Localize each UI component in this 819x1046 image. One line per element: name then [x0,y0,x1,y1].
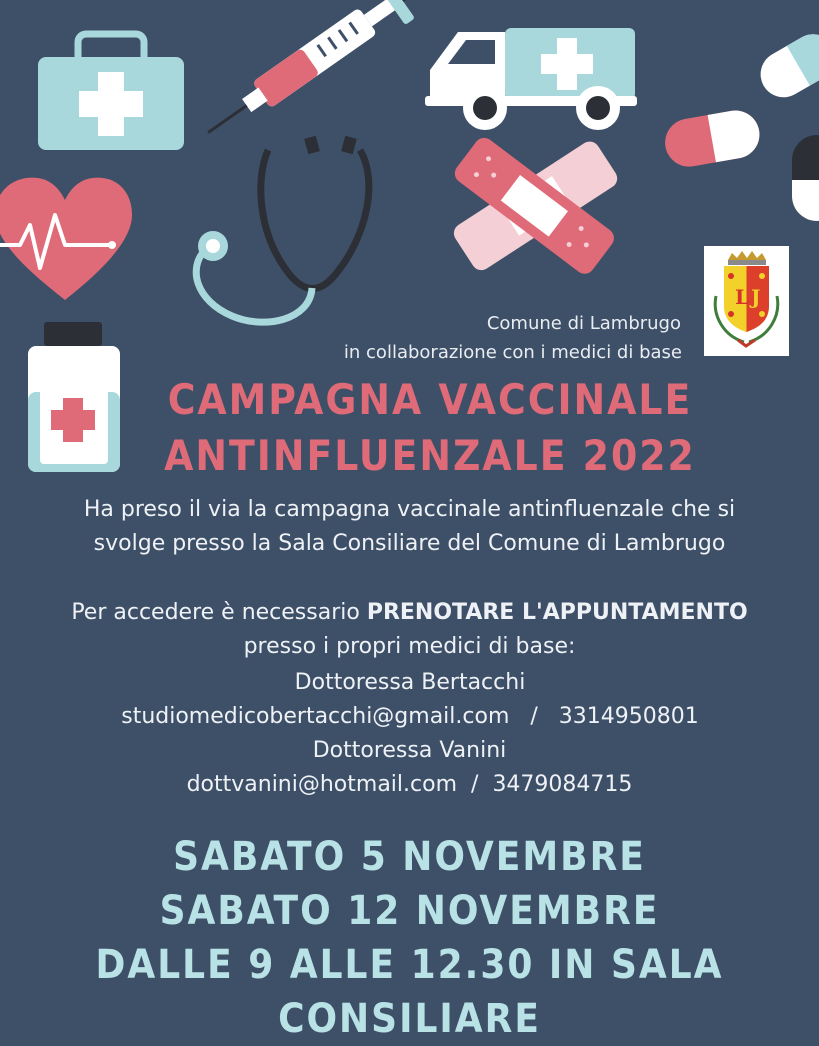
description-line-1: Ha preso il via la campagna vaccinale antinfluenzale che si [83,497,736,522]
intro-line-collaboration: in collaborazione con i medici di base [343,342,682,363]
stethoscope-icon [196,136,369,322]
title-line-1: CAMPAGNA VACCINALE [167,375,693,424]
campaign-title [120,372,740,484]
booking-line-2: presso i propri medici di base: [243,634,576,659]
doctor-vanini [0,734,819,802]
booking-info [0,596,819,664]
first-aid-kit-icon [38,34,184,150]
capsule-pill-icon [661,107,763,171]
booking-prefix: Per accedere è necessario [71,600,367,625]
doctor-name: Dottoressa Vanini [312,738,507,763]
capsule-pill-icon [752,26,819,106]
doctor-email[interactable]: dottvanini@hotmail.com [186,772,458,797]
date-line-1: SABATO 5 NOVEMBRE [173,834,646,880]
doctor-email[interactable]: studiomedicobertacchi@gmail.com [121,704,510,729]
doctor-contact [60,700,760,734]
coat-of-arms-icon [704,246,789,356]
doctor-name: Dottoressa Bertacchi [294,670,526,695]
intro-line-municipality: Comune di Lambrugo [486,313,681,334]
intro-organizer [487,309,681,338]
booking-emphasis: PRENOTARE L'APPUNTAMENTO [366,600,748,625]
ambulance-icon [425,28,637,130]
medicine-bottle-icon [28,322,120,472]
logo-letter-j: J [751,285,761,309]
heart-rate-icon [0,178,132,300]
doctor-bertacchi [60,666,760,734]
date-line-2: SABATO 12 NOVEMBRE [159,888,660,934]
doctor-phone[interactable]: 3314950801 [558,704,699,729]
doctor-contact [0,768,819,802]
logo-letter-l: L [735,285,750,309]
syringe-icon [194,0,438,153]
contact-separator: / [471,772,479,797]
contact-separator: / [530,704,538,729]
schedule-dates [0,830,819,1046]
title-line-2: ANTINFLUENZALE 2022 [164,431,696,480]
description-line-2: svolge presso la Sala Consiliare del Comune di Lambrugo [93,531,726,556]
booking-line-1 [0,596,819,630]
intro-collaboration [344,338,682,367]
campaign-description [0,493,819,561]
bandage-icon [450,134,621,278]
capsule-pill-icon [792,135,819,221]
doctor-phone[interactable]: 3479084715 [492,772,633,797]
date-line-3: DALLE 9 ALLE 12.30 IN SALA CONSILIARE [95,942,724,1042]
municipal-coat-of-arms [704,246,789,356]
